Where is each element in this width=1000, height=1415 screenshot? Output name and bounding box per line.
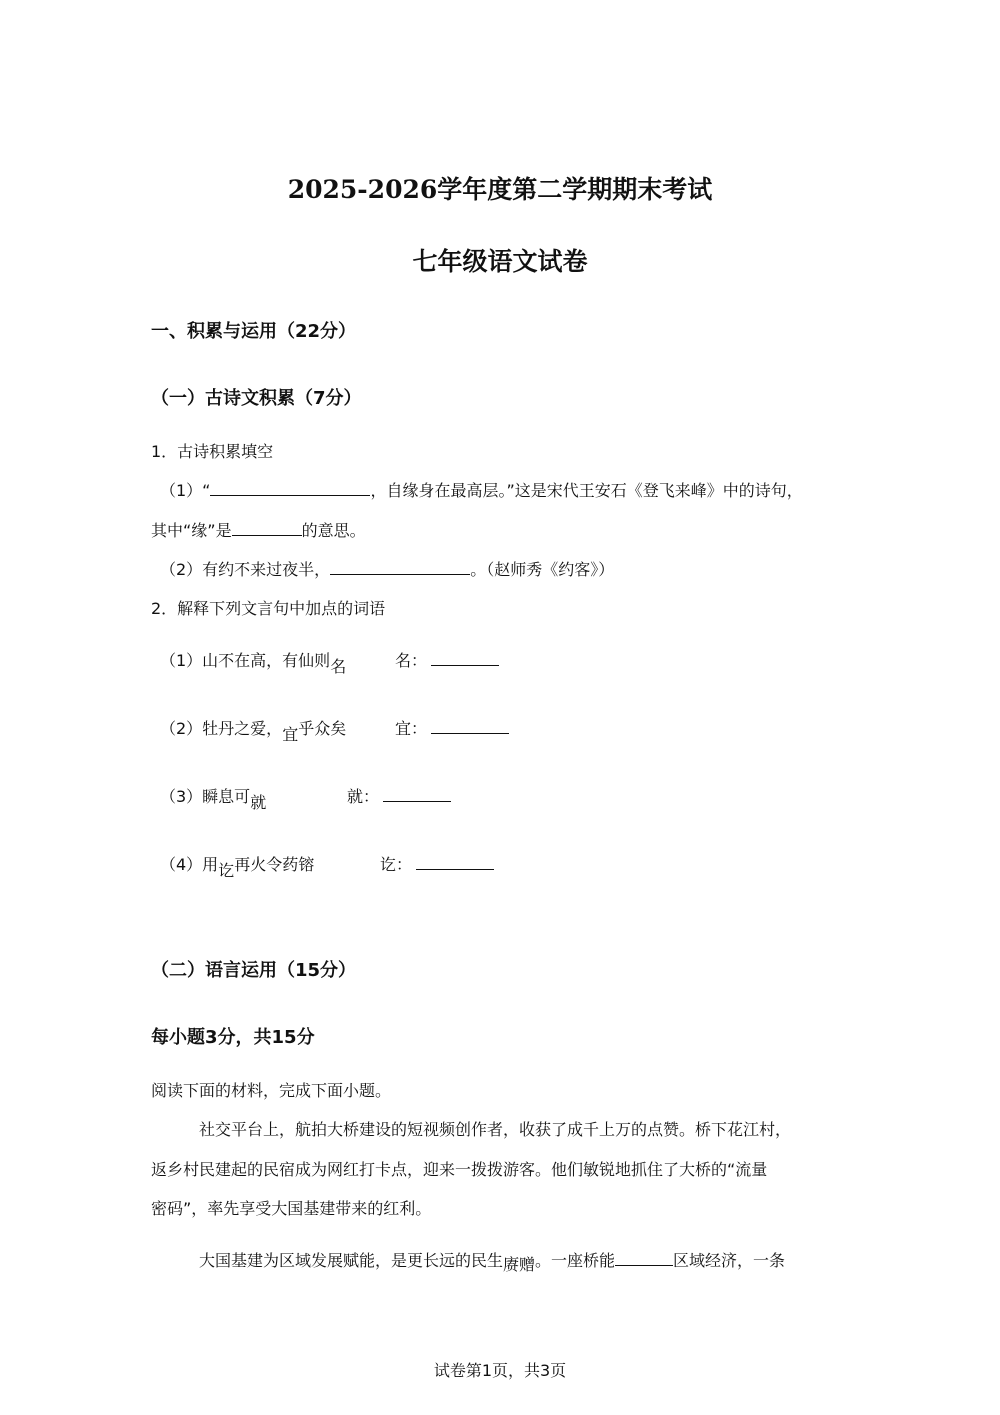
answer-blank[interactable] [416,855,494,870]
q1-item1-suffix: ，自缘身在最高层。”这是宋代王安石《登飞来峰》中的诗句， [370,481,803,500]
q2-answer-label: 讫： [380,855,413,874]
q1-item2-prefix: （2）有约不来过夜半， [160,560,331,579]
part2-heading: （二）语言运用（15分） [151,960,357,981]
q2-item-prefix: （3）瞬息可 [160,787,251,806]
answer-blank[interactable] [431,651,499,666]
passage-line: 返乡村民建起的民宿成为网红打卡点，迎来一拨拨游客。他们敏锐地抓住了大桥的“流量 [151,1160,768,1179]
dotted-word: 就 [250,793,267,812]
q2-item [160,716,347,744]
part2-note: 每小题3分，共15分 [151,1027,315,1048]
dotted-word: 名 [330,657,347,676]
q1-item2-suffix: 。（赵师秀《约客》） [470,560,615,579]
q2-item-suffix: 再火令药镕 [234,855,315,874]
q2-answer-label: 宜： [395,719,428,738]
q1-item2 [160,557,614,580]
reading-instruction: 阅读下面的材料，完成下面小题。 [151,1081,392,1100]
q2-item-suffix: 乎众矣 [298,719,347,738]
dotted-word: 赓赠 [503,1255,536,1274]
q2-answer [347,784,451,807]
q1-item1 [160,478,803,501]
q2-answer [395,648,499,671]
dotted-word: 宜 [282,725,299,744]
q2-item [160,784,267,812]
q2-item-prefix: （1）山不在高，有仙则 [160,651,331,670]
answer-blank[interactable] [232,521,302,536]
passage-text: 。一座桥能 [535,1251,616,1270]
part1-heading: （一）古诗文积累（7分） [151,388,362,409]
q2-item-prefix: （4）用 [160,855,219,874]
section-heading: 一、积累与运用（22分） [151,321,357,342]
q1-item1-line2-prefix: 其中“缘”是 [151,521,232,540]
passage-line: 社交平台上，航拍大桥建设的短视频创作者，收获了成千上万的点赞。桥下花江村， [199,1120,792,1139]
exam-title: 2025-2026学年度第二学期期末考试 [287,175,713,204]
page-footer: 试卷第1页，共3页 [433,1361,567,1380]
answer-blank[interactable] [330,560,470,575]
passage-line: 密码”，率先享受大国基建带来的红利。 [151,1199,432,1218]
answer-blank[interactable] [210,481,370,496]
q1-stem: 1．古诗积累填空 [151,442,274,461]
q1-item1-line2-suffix: 的意思。 [301,521,366,540]
passage-text: 区域经济，一条 [673,1251,786,1270]
passage-line [199,1248,786,1274]
q2-item-prefix: （2）牡丹之爱， [160,719,283,738]
q2-item [160,648,347,676]
q1-item1-line2 [151,518,366,541]
answer-blank[interactable] [431,719,509,734]
exam-subtitle: 七年级语文试卷 [412,247,588,276]
q2-answer-label: 就： [347,787,380,806]
passage-text: 大国基建为区域发展赋能，是更长远的民生 [199,1251,504,1270]
q2-answer-label: 名： [395,651,428,670]
q2-stem: 2．解释下列文言句中加点的词语 [151,599,386,618]
q2-answer [380,852,494,875]
answer-blank[interactable] [383,787,451,802]
q1-item1-prefix: （1）“ [160,481,211,500]
q2-item [160,852,315,880]
q2-answer [395,716,509,739]
dotted-word: 讫 [218,861,235,880]
answer-blank[interactable] [615,1251,673,1266]
